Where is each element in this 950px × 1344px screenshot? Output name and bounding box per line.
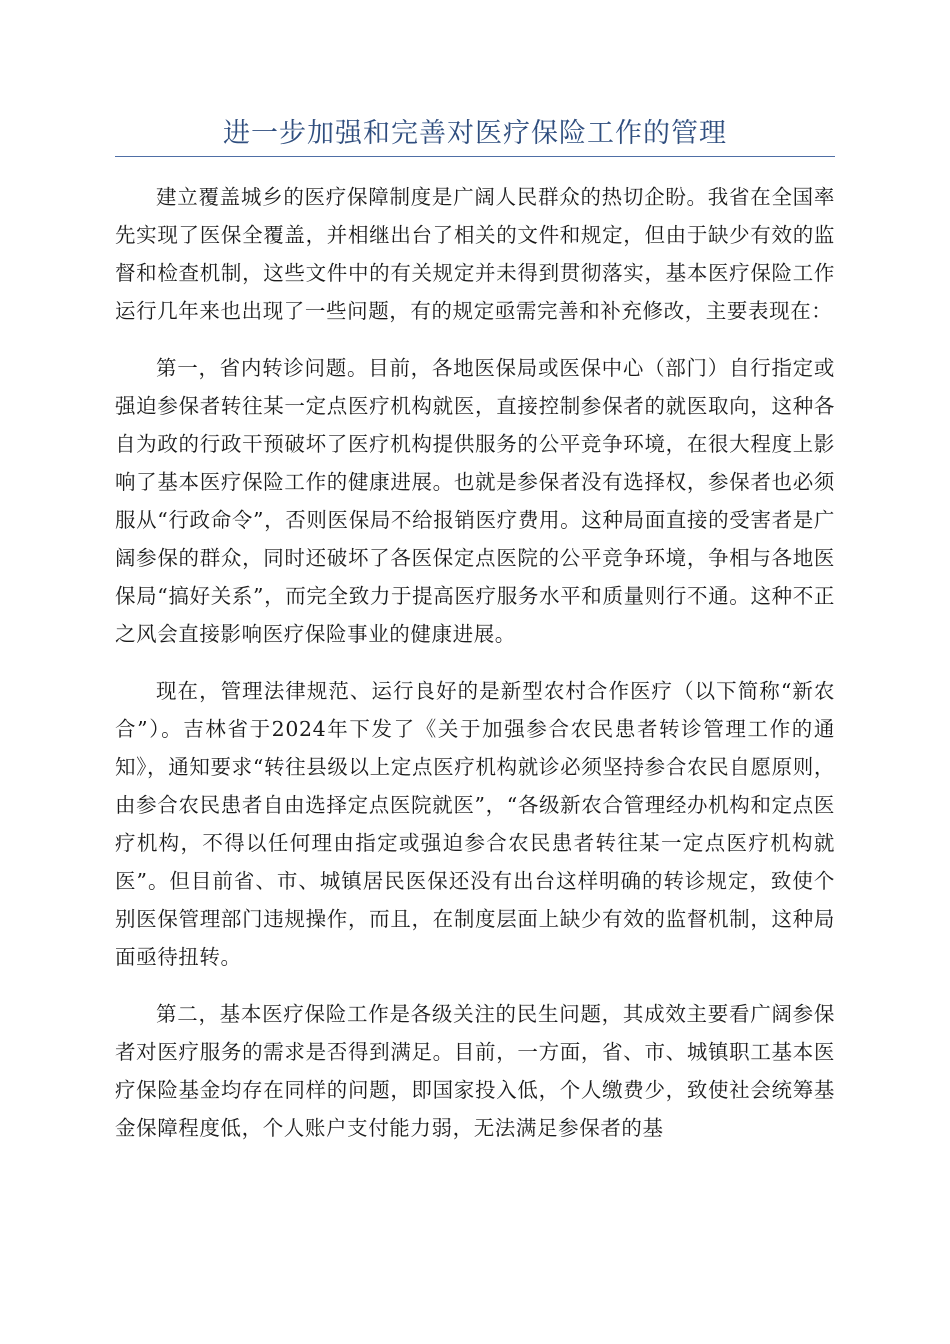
- document-title: 进一步加强和完善对医疗保险工作的管理: [223, 118, 727, 149]
- paragraph-intro: 建立覆盖城乡的医疗保障制度是广阔人民群众的热切企盼。我省在全国率先实现了医保全覆盖，并相继出台了相关的文件和规定，但由于缺少有效的监督和检查机制，这些文件中的有关规定并未得到贯彻落实，基本医疗保险工作运行几年来也出现了一些问题，有的规定亟需完善和补充修改，主要表现在：: [115, 185, 835, 323]
- paragraph-first-point: 第一，省内转诊问题。目前，各地医保局或医保中心（部门）自行指定或强迫参保者转往某一定点医疗机构就医，直接控制参保者的就医取向，这种各自为政的行政干预破坏了医疗机构提供服务的公平竞争环境，在很大程度上影响了基本医疗保险工作的健康进展。也就是参保者没有选择权，参保者也必须服从“行政命令”，否则医保局不给报销医疗费用。这种局面直接的受害者是广阔参保的群众，同时还破坏了各医保定点医院的公平竞争环境，争相与各地医保局“搞好关系”，而完全致力于提高医疗服务水平和质量则行不通。这种不正之风会直接影响医疗保险事业的健康进展。: [115, 356, 835, 646]
- paragraph-second-point: 第二，基本医疗保险工作是各级关注的民生问题，其成效主要看广阔参保者对医疗服务的需求是否得到满足。目前，一方面，省、市、城镇职工基本医疗保险基金均存在同样的问题，即国家投入低，个人缴费少，致使社会统筹基金保障程度低，个人账户支付能力弱，无法满足参保者的基: [115, 1002, 835, 1140]
- title-block: [115, 112, 835, 157]
- document-body: [115, 178, 835, 1166]
- paragraph-current-situation: 现在，管理法律规范、运行良好的是新型农村合作医疗（以下简称“新农合”）。吉林省于2024年下发了《关于加强参合农民患者转诊管理工作的通知》，通知要求“转往县级以上定点医疗机构就诊必须坚持参合农民自愿原则，由参合农民患者自由选择定点医院就医”，“各级新农合管理经办机构和定点医疗机构，不得以任何理由指定或强迫参合农民患者转往某一定点医疗机构就医”。但目前省、市、城镇居民医保还没有出台这样明确的转诊规定，致使个别医保管理部门违规操作，而且，在制度层面上缺少有效的监督机制，这种局面亟待扭转。: [115, 679, 835, 969]
